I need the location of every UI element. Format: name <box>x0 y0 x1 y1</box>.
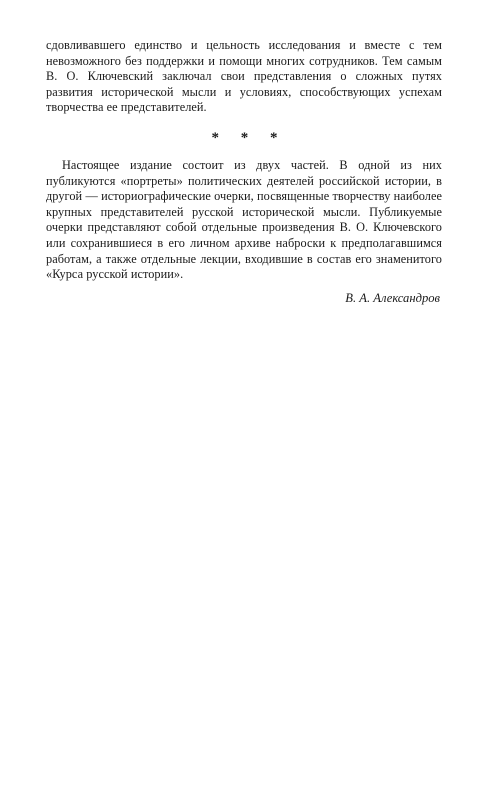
author-signature: В. А. Александров <box>345 290 440 305</box>
paragraph-edition-description: Настоящее издание состоит из двух частей. В одной из них публикуются «портреты» политических деятелей российской истории, в другой — историографические очерки, посвященные творчеству наиболее крупных представителей русской исторической мысли. Публикуемые очерки представляют собой отдельные произведения В. О. Ключевского или сохранившиеся в его личном архиве наброски к предполагавшимся работам, а также отдельные лекции, входившие в состав его знаменитого «Курса русской истории». <box>46 157 442 282</box>
document-page <box>46 38 442 768</box>
section-separator: * * * <box>211 129 287 146</box>
paragraph-continuation: сдовливавшего единство и цельность исследования и вместе с тем невозможного без поддержки и помощи многих сотрудников. Тем самым В. О. Ключевский заключал свои представления о сложных путях развития исторической мысли и условиях, способствующих успехам творчества ее представителей. <box>46 38 442 115</box>
